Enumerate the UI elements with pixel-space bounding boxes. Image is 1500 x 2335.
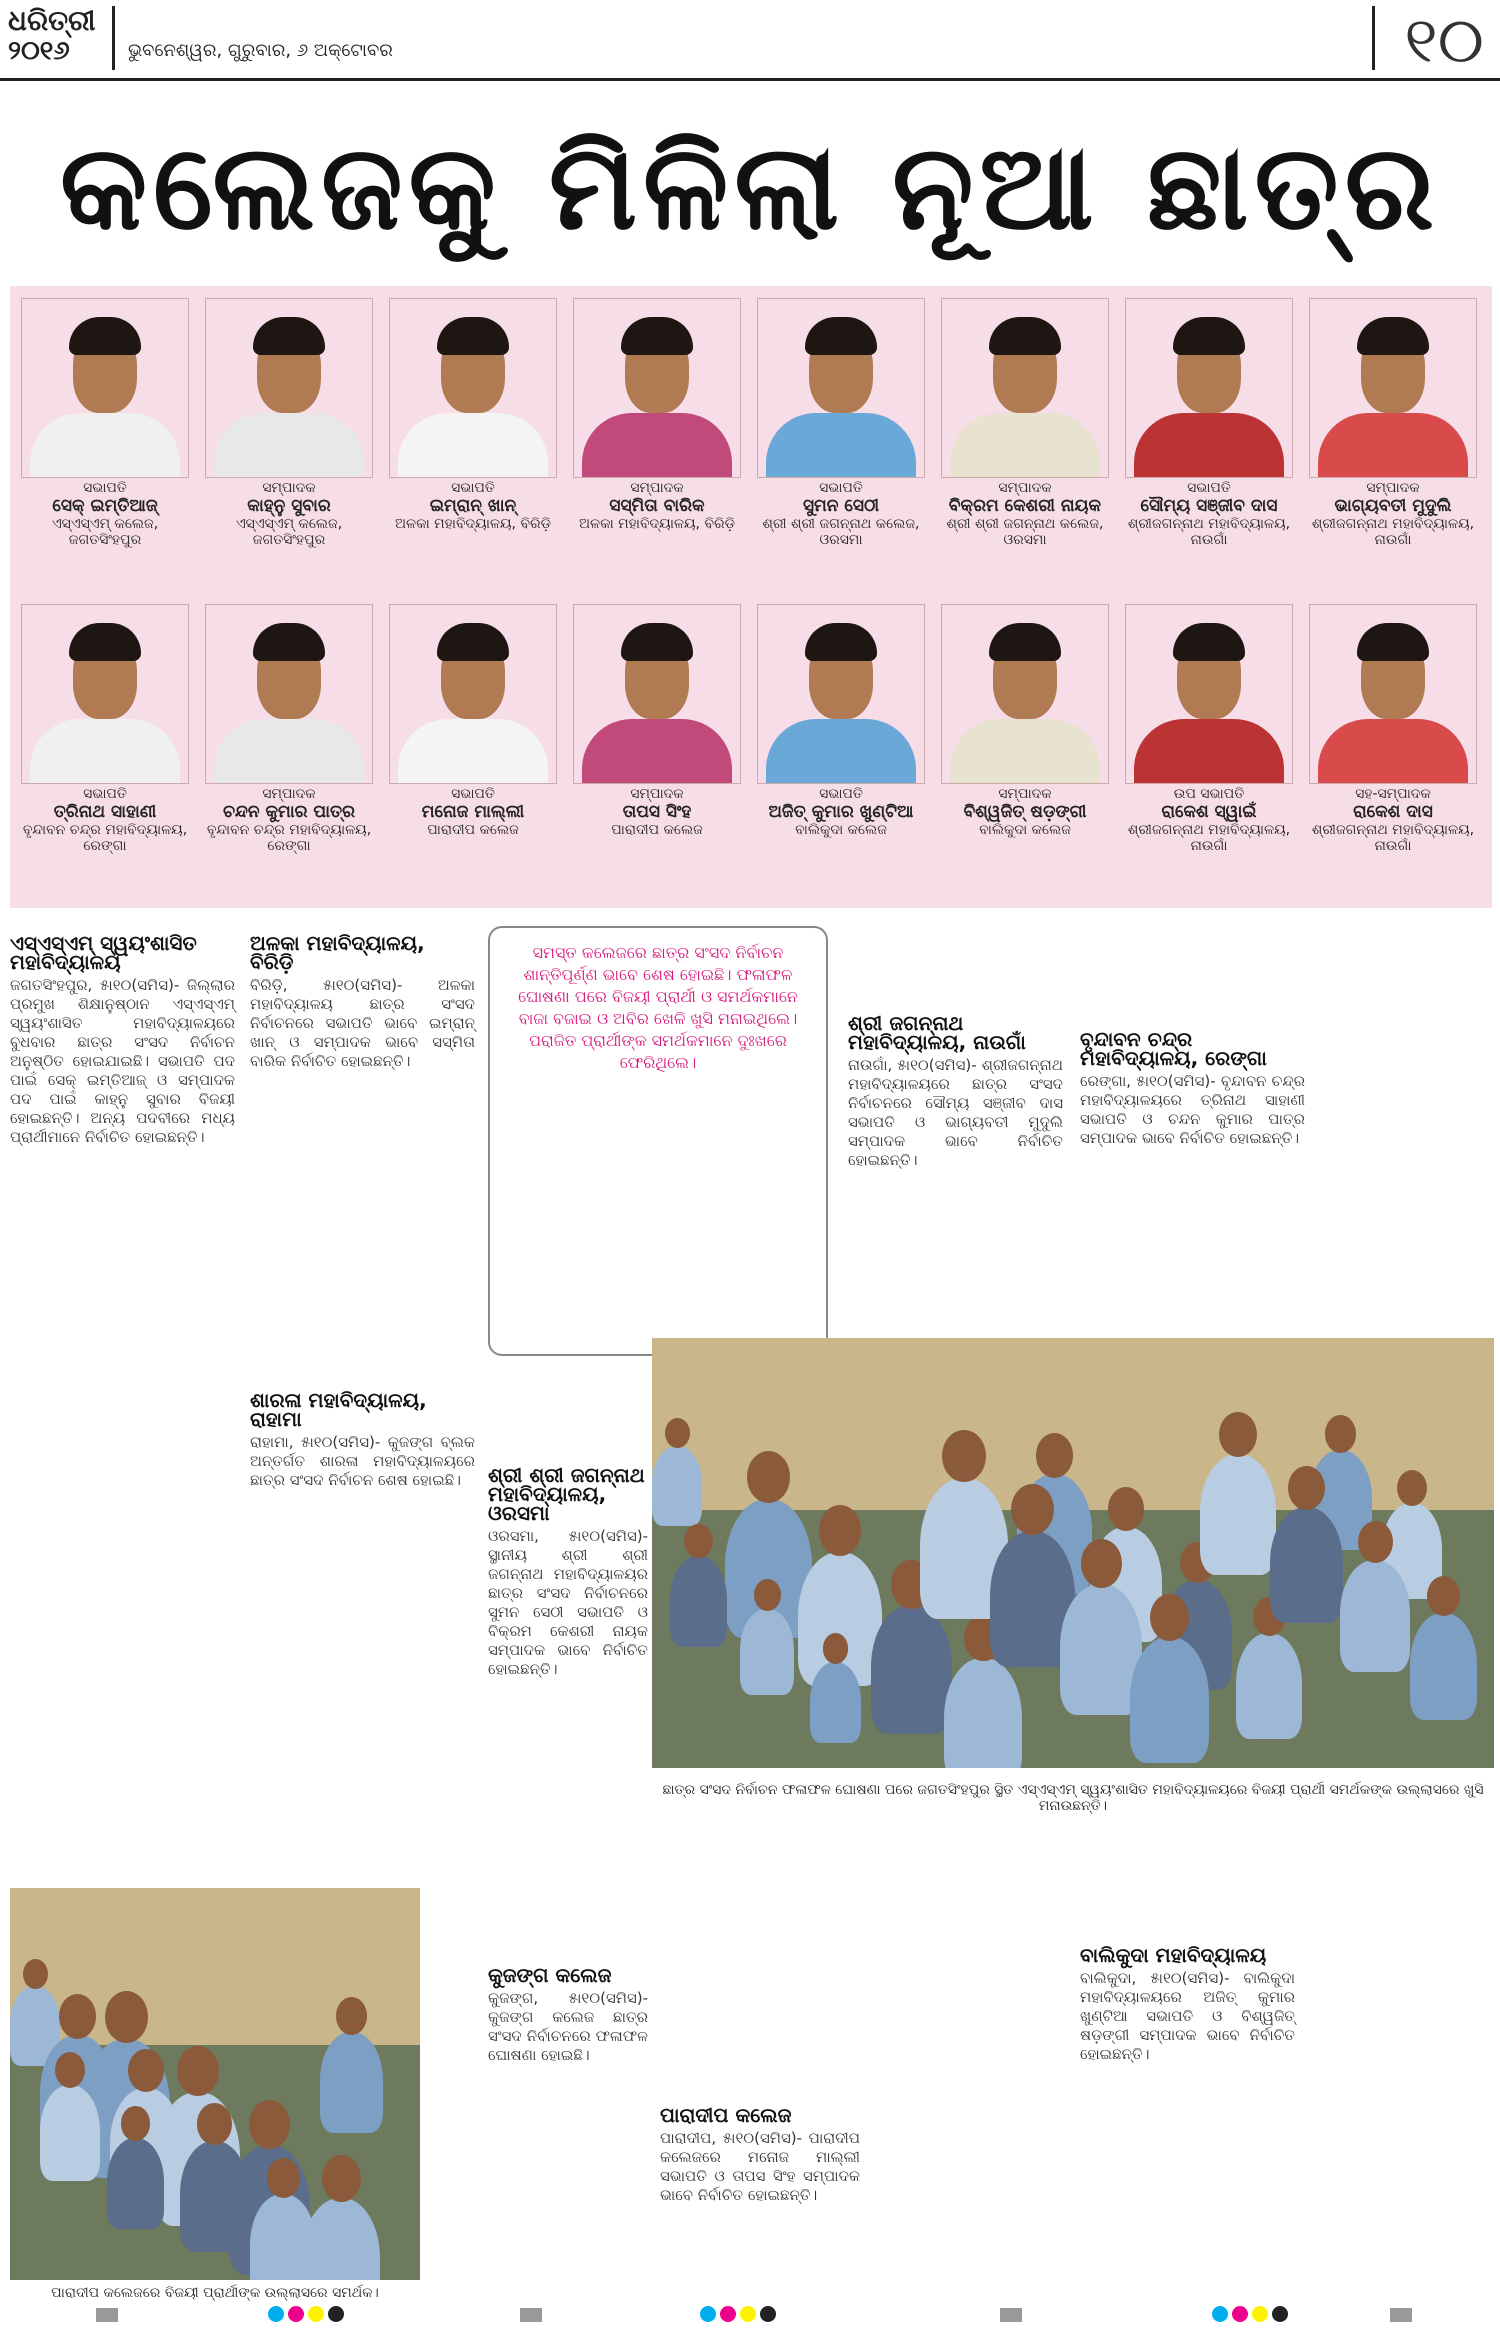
article-body: ପାରାଦୀପ, ୫ା୧୦(ସମିସ)- ପାରାଦୀପ କଲେଜରେ ମନୋଜ ମାଲ୍ଲୀ ସଭାପତି ଓ ତାପସ ସିଂହ ସମ୍ପାଦକ ଭାବେ ନିର୍ବାଚିତ ହୋଇଛନ୍ତି।: [660, 2129, 860, 2204]
leader-role: ସମ୍ପାଦକ: [998, 480, 1052, 496]
article-body: ଜଗତସିଂହପୁର, ୫ା୧୦(ସମିସ)- ଜିଲ୍ଲାର ପ୍ରମୁଖ ଶିକ୍ଷାନୁଷ୍ଠାନ ଏସ୍ଏସ୍ଏମ୍ ସ୍ୱୟଂଶାସିତ ମହାବିଦ୍ୟାଳୟରେ ବୁଧବାର ଛାତ୍ର ସଂସଦ ନିର୍ବାଚନ ଅନୁଷ୍ଠିତ ହୋଇଯାଇଛି। ସଭାପତି ପଦ ପାଇଁ ସେକ୍ ଇମ୍ତିଆଜ୍ ଓ ସମ୍ପାଦକ ପଦ ପାଇଁ କାହ୍ନୁ ସୁବାର ବିଜୟୀ ହୋଇଛନ୍ତି। ଅନ୍ୟ ପଦବୀରେ ମଧ୍ୟ ପ୍ରାର୍ଥୀମାନେ ନିର୍ବାଚିତ ହୋଇଛନ୍ତି।: [10, 976, 235, 1146]
color-registration-mark: [268, 2306, 348, 2322]
leader-card: [936, 298, 1114, 548]
leader-college: ଏସ୍ଏସ୍ଏମ୍ କଲେଜ, ଜଗତସିଂହପୁର: [51, 516, 159, 548]
leaders-photo-panel: [10, 286, 1492, 908]
pull-quote-text: ସମସ୍ତ କଲେଜରେ ଛାତ୍ର ସଂସଦ ନିର୍ବାଚନ ଶାନ୍ତିପୂର୍ଣ୍ଣ ଭାବେ ଶେଷ ହୋଇଛି। ଫଳାଫଳ ଘୋଷଣା ପରେ ବିଜୟୀ ପ୍ରାର୍ଥୀ ଓ ସମର୍ଥକମାନେ ବାଜା ବଜାଇ ଓ ଅବିର ଖେଳି ଖୁସି ମନାଇଥିଲେ। ପରାଜିତ ପ୍ରାର୍ଥୀଙ୍କ ସମର୍ଥକମାନେ ଦୁଃଖରେ ଫେରିଥିଲେ।: [518, 943, 798, 1072]
leader-card: [1120, 298, 1298, 548]
photo-caption: ଛାତ୍ର ସଂସଦ ନିର୍ବାଚନ ଫଳାଫଳ ଘୋଷଣା ପରେ ଜଗତସିଂହପୁର ସ୍ଥିତ ଏସ୍ଏସ୍ଏମ୍ ସ୍ୱୟଂଶାସିତ ମହାବିଦ୍ୟାଳୟରେ ବିଜୟୀ ପ୍ରାର୍ଥୀ ସମର୍ଥକଙ୍କ ଉଲ୍ଲାସରେ ଖୁସି ମନାଉଛନ୍ତି।: [662, 1782, 1484, 1814]
article-col-balikuda: [1080, 1940, 1295, 2068]
portrait-photo: [1125, 604, 1293, 784]
leader-card: [568, 604, 746, 838]
leader-role: ସଭାପତି: [451, 480, 495, 496]
article-col-2: [250, 928, 475, 1494]
portrait-photo: [1309, 298, 1477, 478]
leader-college: ବାଲିକୁଦା କଲେଜ: [795, 822, 887, 838]
leader-college: ଶ୍ରୀ ଶ୍ରୀ ଜଗନ୍ନାଥ କଲେଜ, ଓରସମା: [762, 516, 920, 548]
portrait-photo: [21, 298, 189, 478]
leader-role: ସଭାପତି: [1187, 480, 1231, 496]
leader-name: ତାପସ ସିଂହ: [622, 802, 692, 822]
print-mark: [1390, 2308, 1412, 2322]
article-body: ନାଉଗାଁ, ୫ା୧୦(ସମିସ)- ଶ୍ରୀଜଗନ୍ନାଥ ମହାବିଦ୍ୟାଳୟରେ ଛାତ୍ର ସଂସଦ ନିର୍ବାଚନରେ ସୌମ୍ୟ ସଞ୍ଜୀବ ଦାସ ସଭାପତି ଓ ଭାଗ୍ୟବତୀ ମୁଦୁଲି ସମ୍ପାଦକ ଭାବେ ନିର୍ବାଚିତ ହୋଇଛନ୍ତି।: [848, 1056, 1063, 1169]
color-registration-mark: [1212, 2306, 1292, 2322]
leader-name: ମନୋଜ ମାଲ୍ଲୀ: [421, 802, 525, 822]
pull-quote: [488, 926, 828, 1356]
leader-name: କାହ୍ନୁ ସୁବାର: [247, 496, 331, 516]
leader-role: ସଭାପତି: [451, 786, 495, 802]
article-col-4: [848, 930, 1063, 1174]
celebration-photo-large: [652, 1338, 1494, 1768]
article-title: ବୃନ୍ଦାବନ ଚନ୍ଦ୍ର ମହାବିଦ୍ୟାଳୟ, ରେଙ୍ଗା: [1080, 1027, 1267, 1070]
leader-card: [200, 298, 378, 548]
leader-role: ସମ୍ପାଦକ: [262, 480, 316, 496]
article-title: ବାଲିକୁଦା ମହାବିଦ୍ୟାଳୟ: [1080, 1943, 1267, 1967]
leader-role: ସମ୍ପାଦକ: [998, 786, 1052, 802]
portrait-photo: [21, 604, 189, 784]
leader-card: [752, 298, 930, 548]
portrait-photo: [757, 604, 925, 784]
leader-name: ସୌମ୍ୟ ସଞ୍ଜୀବ ଦାସ: [1140, 496, 1278, 516]
leader-card: [568, 298, 746, 532]
leader-name: ସେକ୍ ଇମ୍ତିଆଜ୍: [52, 496, 158, 516]
leader-role: ସଭାପତି: [819, 480, 863, 496]
article-col-5: [1080, 930, 1305, 1152]
portrait-photo: [941, 604, 1109, 784]
leader-college: ଶ୍ରୀଜଗନ୍ନାଥ ମହାବିଦ୍ୟାଳୟ, ନାଉଗାଁ: [1311, 822, 1475, 854]
article-title: ଶ୍ରୀ ଶ୍ରୀ ଜଗନ୍ନାଥ ମହାବିଦ୍ୟାଳୟ, ଓରସମା: [488, 1463, 645, 1525]
leader-name: ସସ୍ମିତା ବାରିକ: [609, 496, 705, 516]
article-title: ଅଳକା ମହାବିଦ୍ୟାଳୟ, ବିରିଡ଼ି: [250, 931, 425, 974]
leader-card: [936, 604, 1114, 838]
leader-card: [384, 604, 562, 838]
leader-college: ବୃନ୍ଦାବନ ଚନ୍ଦ୍ର ମହାବିଦ୍ୟାଳୟ, ରେଙ୍ଗା: [206, 822, 372, 854]
portrait-photo: [573, 298, 741, 478]
leader-card: [16, 604, 194, 854]
portrait-photo: [389, 604, 557, 784]
leader-role: ସଭାପତି: [83, 480, 127, 496]
leader-role: ସମ୍ପାଦକ: [630, 786, 684, 802]
article-title: ଏସ୍ଏସ୍ଏମ୍ ସ୍ୱୟଂଶାସିତ ମହାବିଦ୍ୟାଳୟ: [10, 931, 197, 974]
page-number: ୧୦: [1404, 4, 1484, 78]
leader-name: ରାକେଶ ଦାସ: [1353, 802, 1433, 822]
dateline: ଭୁବନେଶ୍ୱର, ଗୁରୁବାର, ୬ ଅକ୍ଟୋବର: [128, 40, 393, 61]
article-body: ରାହାମା, ୫ା୧୦(ସମିସ)- କୁଜଙ୍ଗ ବ୍ଲକ ଅନ୍ତର୍ଗତ ଶାରଳା ମହାବିଦ୍ୟାଳୟରେ ଛାତ୍ର ସଂସଦ ନିର୍ବାଚନ ଶେଷ ହୋଇଛି।: [250, 1433, 475, 1489]
celebration-photo-small: [10, 1888, 420, 2280]
leader-college: ଶ୍ରୀଜଗନ୍ନାଥ ମହାବିଦ୍ୟାଳୟ, ନାଉଗାଁ: [1127, 516, 1291, 548]
article-body: ବାଲିକୁଦା, ୫ା୧୦(ସମିସ)- ବାଲିକୁଦା ମହାବିଦ୍ୟାଳୟରେ ଅଜିତ୍ କୁମାର ଖୁଣ୍ଟିଆ ସଭାପତି ଓ ବିଶ୍ୱଜିତ୍ ଷଡ଼ଙ୍ଗୀ ସମ୍ପାଦକ ଭାବେ ନିର୍ବାଚିତ ହୋଇଛନ୍ତି।: [1080, 1969, 1295, 2063]
leader-card: [1120, 604, 1298, 854]
portrait-photo: [389, 298, 557, 478]
leader-name: ସୁମନ ସେଠୀ: [802, 496, 880, 516]
print-mark: [96, 2308, 118, 2322]
leader-card: [384, 298, 562, 532]
portrait-photo: [573, 604, 741, 784]
divider: [1372, 6, 1375, 70]
color-registration-mark: [700, 2306, 780, 2322]
leader-college: ଅଳକା ମହାବିଦ୍ୟାଳୟ, ବିରିଡ଼ି: [579, 516, 735, 532]
article-body: ଓରସମା, ୫ା୧୦(ସମିସ)- ସ୍ଥାନୀୟ ଶ୍ରୀ ଶ୍ରୀ ଜଗନ୍ନାଥ ମହାବିଦ୍ୟାଳୟର ଛାତ୍ର ସଂସଦ ନିର୍ବାଚନରେ ସୁମନ ସେଠୀ ସଭାପତି ଓ ବିକ୍ରମ କେଶରୀ ନାୟକ ସମ୍ପାଦକ ଭାବେ ନିର୍ବାଚିତ ହୋଇଛନ୍ତି।: [488, 1527, 648, 1678]
portrait-photo: [1125, 298, 1293, 478]
leader-college: ବୃନ୍ଦାବନ ଚନ୍ଦ୍ର ମହାବିଦ୍ୟାଳୟ, ରେଙ୍ଗା: [22, 822, 188, 854]
portrait-photo: [1309, 604, 1477, 784]
leader-name: ରାକେଶ ସ୍ୱାଇଁ: [1161, 802, 1257, 822]
leader-card: [1304, 298, 1482, 548]
article-title: କୁଜଙ୍ଗ କଲେଜ: [488, 1963, 612, 1987]
masthead-year: ୨୦୧୬: [8, 36, 70, 66]
portrait-photo: [757, 298, 925, 478]
leader-name: ବିକ୍ରମ କେଶରୀ ନାୟକ: [948, 496, 1102, 516]
article-body: କୁଜଙ୍ଗ, ୫ା୧୦(ସମିସ)- କୁଜଙ୍ଗ କଲେଜ ଛାତ୍ର ସଂସଦ ନିର୍ବାଚନରେ ଫଳାଫଳ ଘୋଷଣା ହୋଇଛି।: [488, 1989, 648, 2064]
leader-card: [200, 604, 378, 854]
article-col-paradip: [660, 2100, 860, 2209]
leader-role: ସମ୍ପାଦକ: [1366, 480, 1420, 496]
leader-name: ଭାଗ୍ୟବତୀ ମୁଦୁଲି: [1334, 496, 1452, 516]
article-body: ରେଙ୍ଗା, ୫ା୧୦(ସମିସ)- ବୃନ୍ଦାବନ ଚନ୍ଦ୍ର ମହାବିଦ୍ୟାଳୟରେ ତ୍ରିନାଥ ସାହାଣୀ ସଭାପତି ଓ ଚନ୍ଦନ କୁମାର ପାତ୍ର ସମ୍ପାଦକ ଭାବେ ନିର୍ବାଚିତ ହୋଇଛନ୍ତି।: [1080, 1072, 1305, 1147]
leader-card: [752, 604, 930, 838]
leader-college: ଶ୍ରୀଜଗନ୍ନାଥ ମହାବିଦ୍ୟାଳୟ, ନାଉଗାଁ: [1127, 822, 1291, 854]
leader-name: ତ୍ରିନାଥ ସାହାଣୀ: [53, 802, 157, 822]
divider: [112, 6, 115, 70]
portrait-photo: [205, 604, 373, 784]
leader-card: [16, 298, 194, 548]
portrait-photo: [205, 298, 373, 478]
leader-college: ଶ୍ରୀଜଗନ୍ନାଥ ମହାବିଦ୍ୟାଳୟ, ନାଉଗାଁ: [1311, 516, 1475, 548]
article-col-kujang: [488, 1960, 648, 2069]
leader-role: ସହ-ସମ୍ପାଦକ: [1355, 786, 1431, 802]
leader-college: ବାଲିକୁଦା କଲେଜ: [979, 822, 1071, 838]
article-col-3: [488, 1460, 648, 1683]
print-mark: [1000, 2308, 1022, 2322]
leader-role: ସଭାପତି: [83, 786, 127, 802]
leader-role: ସଭାପତି: [819, 786, 863, 802]
leader-name: ଇମ୍ରାନ୍ ଖାନ୍: [429, 496, 517, 516]
leader-college: ଶ୍ରୀ ଶ୍ରୀ ଜଗନ୍ନାଥ କଲେଜ, ଓରସମା: [946, 516, 1104, 548]
article-title: ପାରାଦୀପ କଲେଜ: [660, 2103, 792, 2127]
leader-college: ଏସ୍ଏସ୍ଏମ୍ କଲେଜ, ଜଗତସିଂହପୁର: [235, 516, 343, 548]
article-body: ବିରିଡ଼ି, ୫ା୧୦(ସମିସ)- ଅଳକା ମହାବିଦ୍ୟାଳୟ ଛାତ୍ର ସଂସଦ ନିର୍ବାଚନରେ ସଭାପତି ଭାବେ ଇମ୍ରାନ୍ ଖାନ୍ ଓ ସମ୍ପାଦକ ଭାବେ ସସ୍ମିତା ବାରିକ ନିର୍ବାଚିତ ହୋଇଛନ୍ତି।: [250, 976, 475, 1070]
leader-role: ସମ୍ପାଦକ: [630, 480, 684, 496]
article-col-1: [10, 928, 235, 1151]
leader-role: ସମ୍ପାଦକ: [262, 786, 316, 802]
photo-caption: ପାରାଦୀପ କଲେଜରେ ବିଜୟୀ ପ୍ରାର୍ଥୀଙ୍କ ଉଲ୍ଲାସରେ ସମର୍ଥକ।: [51, 2285, 379, 2301]
leader-name: ଅଜିତ୍ କୁମାର ଖୁଣ୍ଟିଆ: [768, 802, 914, 822]
leader-college: ପାରାଦୀପ କଲେଜ: [427, 822, 519, 838]
main-headline: କଲେଜକୁ ମିଳିଲା ନୂଆ ଛାତ୍ର: [59, 117, 1441, 256]
leader-card: [1304, 604, 1482, 854]
leader-name: ଚନ୍ଦନ କୁମାର ପାତ୍ର: [222, 802, 356, 822]
masthead-name: ଧରିତ୍ରୀ: [8, 4, 96, 37]
print-mark: [520, 2308, 542, 2322]
masthead: [8, 6, 108, 66]
leader-college: ଅଳକା ମହାବିଦ୍ୟାଳୟ, ବିରିଡ଼ି: [395, 516, 551, 532]
leader-college: ପାରାଦୀପ କଲେଜ: [611, 822, 703, 838]
article-title: ଶାରଳା ମହାବିଦ୍ୟାଳୟ, ରାହାମା: [250, 1388, 427, 1431]
leader-name: ବିଶ୍ୱଜିତ୍ ଷଡ଼ଙ୍ଗୀ: [963, 802, 1087, 822]
leader-role: ଉପ ସଭାପତି: [1173, 786, 1245, 802]
portrait-photo: [941, 298, 1109, 478]
article-title: ଶ୍ରୀ ଜଗନ୍ନାଥ ମହାବିଦ୍ୟାଳୟ, ନାଉଗାଁ: [848, 1011, 1026, 1054]
page-header: [0, 0, 1500, 81]
